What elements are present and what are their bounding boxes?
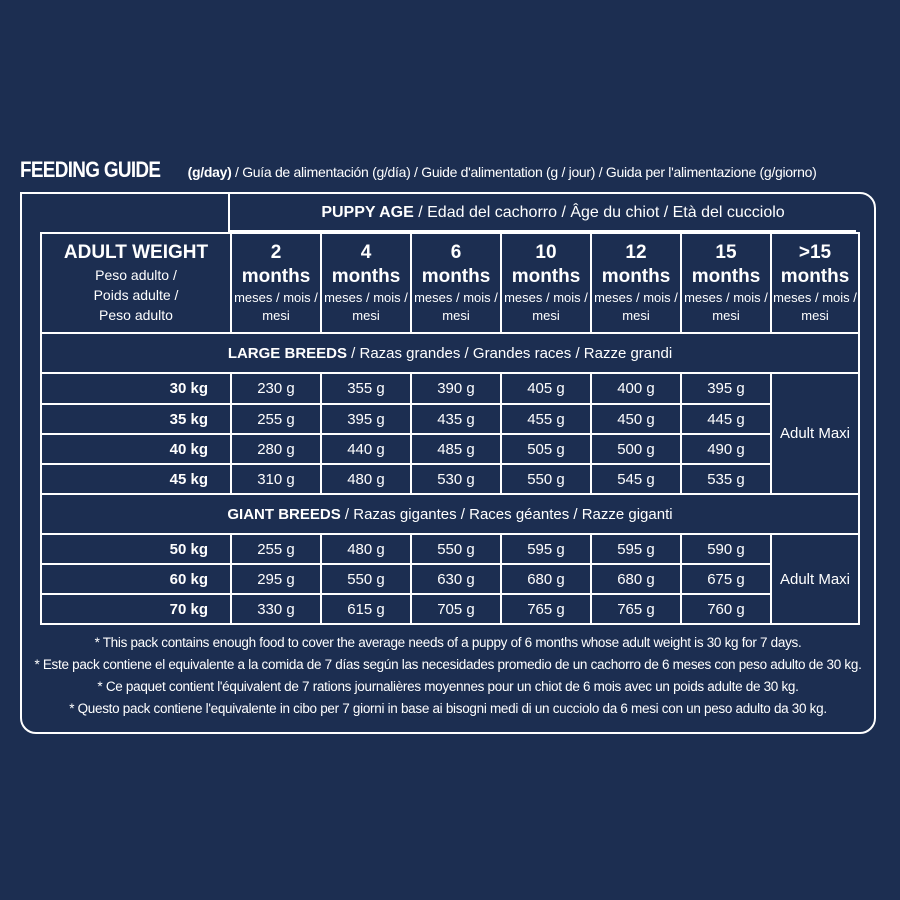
- header-row: [41, 233, 859, 333]
- footnote-es: * Este pack contiene el equivalente a la comida de 7 días según las necesidades promedio de un cachorro de 6 meses con peso adulto de 30 kg.: [34, 657, 862, 672]
- large-breeds-header: LARGE BREEDS / Razas grandes / Grandes races / Razze grandi: [41, 333, 859, 373]
- table-cell: 550 g: [411, 534, 501, 564]
- table-cell: 590 g: [681, 534, 771, 564]
- feeding-guide-title: [20, 152, 890, 191]
- weight-label: 50 kg: [41, 534, 231, 564]
- table-cell: 595 g: [591, 534, 681, 564]
- table-cell: 535 g: [681, 464, 771, 494]
- table-cell: 295 g: [231, 564, 321, 594]
- weight-label: 35 kg: [41, 404, 231, 434]
- table-cell: 505 g: [501, 434, 591, 464]
- table-row: [41, 404, 859, 434]
- age-col-6: 6 months meses / mois / mesi: [411, 233, 501, 333]
- table-cell: 435 g: [411, 404, 501, 434]
- table-cell: 705 g: [411, 594, 501, 624]
- table-cell: 530 g: [411, 464, 501, 494]
- age-col-15: 15 months meses / mois / mesi: [681, 233, 771, 333]
- table-cell: 330 g: [231, 594, 321, 624]
- footnote-it: * Questo pack contiene l'equivalente in cibo per 7 giorni in base ai bisogni medi di un cucciolo da 6 mesi con un peso adulto da 30 kg.: [69, 701, 827, 716]
- feeding-table: [40, 232, 860, 625]
- table-cell: 355 g: [321, 373, 411, 404]
- adult-weight-header: ADULT WEIGHT Peso adulto / Poids adulte / Peso adulto: [41, 233, 231, 333]
- puppy-age-label: PUPPY AGE: [321, 204, 414, 221]
- weight-label: 70 kg: [41, 594, 231, 624]
- title-translations: / Guía de alimentación (g/día) / Guide d'alimentation (g / jour) / Guida per l'alimentazione (g/giorno): [231, 164, 817, 180]
- table-cell: 255 g: [231, 534, 321, 564]
- large-adult-product: Adult Maxi: [771, 373, 859, 494]
- table-cell: 675 g: [681, 564, 771, 594]
- table-cell: 550 g: [321, 564, 411, 594]
- table-row: [41, 564, 859, 594]
- age-col-10: 10 months meses / mois / mesi: [501, 233, 591, 333]
- table-cell: 230 g: [231, 373, 321, 404]
- weight-label: 60 kg: [41, 564, 231, 594]
- giant-breeds-section-row: [41, 494, 859, 534]
- footnote-fr: * Ce paquet contient l'équivalent de 7 rations journalières moyennes pour un chiot de 6 mois avec un poids adulte de 30 kg.: [97, 679, 799, 694]
- age-col-4: 4 months meses / mois / mesi: [321, 233, 411, 333]
- table-cell: 280 g: [231, 434, 321, 464]
- table-row: [41, 464, 859, 494]
- table-cell: 500 g: [591, 434, 681, 464]
- puppy-age-header: [230, 196, 876, 230]
- table-row: [41, 534, 859, 564]
- table-cell: 310 g: [231, 464, 321, 494]
- puppy-age-translations: / Edad del cachorro / Âge du chiot / Età del cucciolo: [413, 204, 785, 221]
- table-cell: 445 g: [681, 404, 771, 434]
- table-cell: 455 g: [501, 404, 591, 434]
- table-cell: 595 g: [501, 534, 591, 564]
- age-col-2: 2 months meses / mois / mesi: [231, 233, 321, 333]
- table-cell: 490 g: [681, 434, 771, 464]
- table-cell: 765 g: [591, 594, 681, 624]
- table-cell: 395 g: [681, 373, 771, 404]
- age-col-12: 12 months meses / mois / mesi: [591, 233, 681, 333]
- table-cell: 405 g: [501, 373, 591, 404]
- table-cell: 395 g: [321, 404, 411, 434]
- weight-label: 40 kg: [41, 434, 231, 464]
- age-col-over-15: >15 months meses / mois / mesi: [771, 233, 859, 333]
- title-main: FEEDING GUIDE: [20, 157, 161, 182]
- table-cell: 400 g: [591, 373, 681, 404]
- table-row: [41, 373, 859, 404]
- footnote-en: * This pack contains enough food to cover the average needs of a puppy of 6 months whose adult weight is 30 kg for 7 days.: [94, 635, 802, 650]
- table-row: [41, 434, 859, 464]
- table-cell: 680 g: [501, 564, 591, 594]
- table-row: [41, 594, 859, 624]
- table-cell: 390 g: [411, 373, 501, 404]
- table-cell: 765 g: [501, 594, 591, 624]
- weight-label: 45 kg: [41, 464, 231, 494]
- table-cell: 485 g: [411, 434, 501, 464]
- table-cell: 545 g: [591, 464, 681, 494]
- table-cell: 450 g: [591, 404, 681, 434]
- table-cell: 680 g: [591, 564, 681, 594]
- giant-adult-product: Adult Maxi: [771, 534, 859, 624]
- table-cell: 255 g: [231, 404, 321, 434]
- table-cell: 550 g: [501, 464, 591, 494]
- table-cell: 630 g: [411, 564, 501, 594]
- weight-label: 30 kg: [41, 373, 231, 404]
- table-cell: 440 g: [321, 434, 411, 464]
- table-cell: 760 g: [681, 594, 771, 624]
- table-cell: 480 g: [321, 464, 411, 494]
- giant-breeds-header: GIANT BREEDS / Razas gigantes / Races géantes / Razze giganti: [41, 494, 859, 534]
- large-breeds-section-row: [41, 333, 859, 373]
- table-cell: 615 g: [321, 594, 411, 624]
- footnotes: [20, 632, 876, 720]
- title-unit: (g/day): [187, 164, 232, 180]
- table-cell: 480 g: [321, 534, 411, 564]
